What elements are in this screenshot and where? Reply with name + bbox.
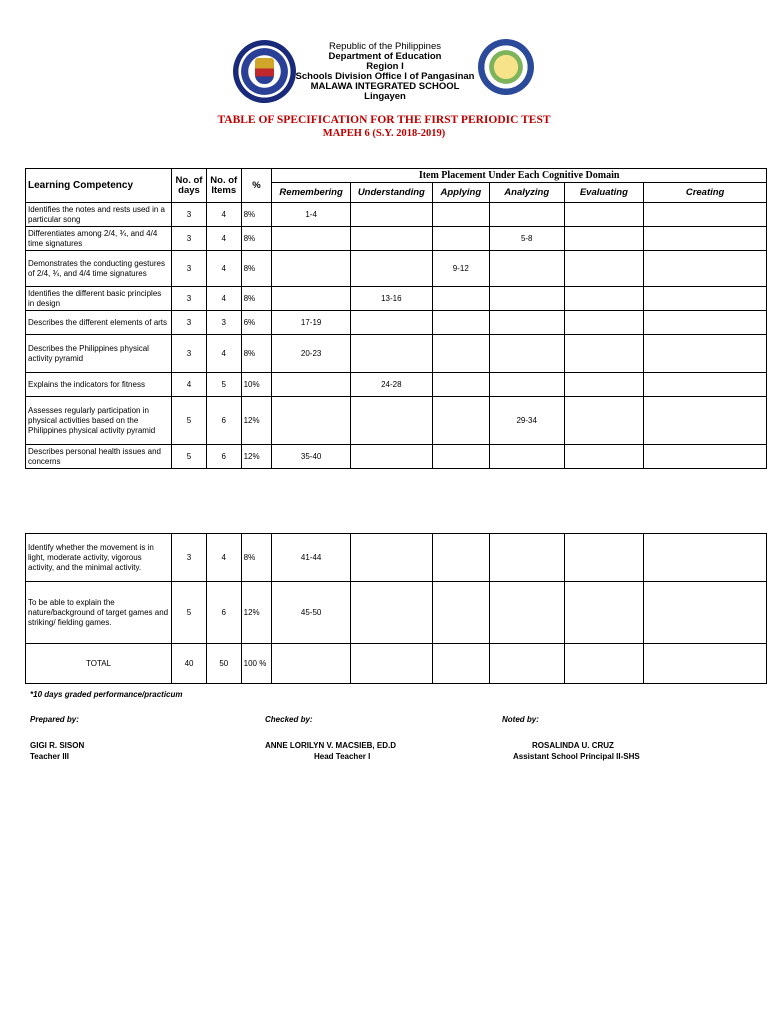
cell-days: 3 <box>172 335 207 373</box>
header-remembering: Remembering <box>272 183 351 203</box>
cell-items: 4 <box>206 534 241 582</box>
cell-remembering: 20-23 <box>272 335 351 373</box>
cell-items: 4 <box>206 203 241 227</box>
cell-percent: 8% <box>241 251 272 287</box>
cell-days: 3 <box>172 227 207 251</box>
cell-evaluating <box>564 203 644 227</box>
table-row <box>26 397 767 445</box>
header-no-of-days: No. of days <box>172 169 207 203</box>
cell-understanding <box>350 335 432 373</box>
cell-competency: Identifies the notes and rests used in a particular song <box>26 203 172 227</box>
header-learning-competency: Learning Competency <box>26 169 172 203</box>
header-creating: Creating <box>644 183 767 203</box>
noted-by-title: Assistant School Principal II-SHS <box>513 752 640 761</box>
document-title: TABLE OF SPECIFICATION FOR THE FIRST PERIODIC TEST <box>217 114 551 126</box>
cell-understanding: 13-16 <box>350 287 432 311</box>
cell-analyzing <box>489 251 564 287</box>
cell-creating <box>644 397 767 445</box>
total-understanding <box>350 644 432 684</box>
cell-items: 4 <box>206 227 241 251</box>
table-row <box>26 203 767 227</box>
specification-table <box>25 168 767 469</box>
cell-evaluating <box>564 397 644 445</box>
cell-remembering: 45-50 <box>272 582 351 644</box>
cell-analyzing <box>489 373 564 397</box>
cell-remembering: 35-40 <box>272 445 351 469</box>
cell-percent: 8% <box>241 335 272 373</box>
cell-remembering: 17-19 <box>272 311 351 335</box>
prepared-by-label: Prepared by: <box>30 715 79 724</box>
document-subtitle: MAPEH 6 (S.Y. 2018-2019) <box>322 128 446 139</box>
table-row <box>26 373 767 397</box>
cell-days: 5 <box>172 445 207 469</box>
cell-understanding <box>350 582 432 644</box>
cell-days: 3 <box>172 251 207 287</box>
total-creating <box>644 644 767 684</box>
cell-evaluating <box>564 445 644 469</box>
cell-competency: Differentiates among 2/4, ¾, and 4/4 time signatures <box>26 227 172 251</box>
cell-percent: 10% <box>241 373 272 397</box>
cell-days: 4 <box>172 373 207 397</box>
cell-days: 3 <box>172 287 207 311</box>
cell-competency: Assesses regularly participation in physical activities based on the Philippines physical activity pyramid <box>26 397 172 445</box>
cell-percent: 6% <box>241 311 272 335</box>
cell-competency: Identifies the different basic principles in design <box>26 287 172 311</box>
total-days: 40 <box>172 644 207 684</box>
cell-understanding <box>350 227 432 251</box>
cell-creating <box>644 203 767 227</box>
cell-items: 5 <box>206 373 241 397</box>
cell-applying <box>432 227 489 251</box>
cell-days: 3 <box>172 203 207 227</box>
cell-items: 6 <box>206 582 241 644</box>
cell-days: 3 <box>172 534 207 582</box>
cell-analyzing: 29-34 <box>489 397 564 445</box>
header-no-of-items: No. of Items <box>206 169 241 203</box>
cell-applying: 9-12 <box>432 251 489 287</box>
cell-percent: 8% <box>241 287 272 311</box>
cell-applying <box>432 203 489 227</box>
cell-understanding <box>350 311 432 335</box>
total-remembering <box>272 644 351 684</box>
cell-creating <box>644 227 767 251</box>
table-row <box>26 227 767 251</box>
checked-by-title: Head Teacher I <box>314 752 371 761</box>
cell-days: 5 <box>172 582 207 644</box>
total-label: TOTAL <box>26 644 172 684</box>
cell-creating <box>644 445 767 469</box>
table-row <box>26 335 767 373</box>
total-analyzing <box>489 644 564 684</box>
cell-remembering <box>272 251 351 287</box>
noted-by-name: ROSALINDA U. CRUZ <box>532 741 614 750</box>
header-region: Region I <box>366 61 404 72</box>
checked-by-label: Checked by: <box>265 715 313 724</box>
cell-items: 4 <box>206 251 241 287</box>
cell-remembering: 1-4 <box>272 203 351 227</box>
cell-days: 3 <box>172 311 207 335</box>
total-items: 50 <box>206 644 241 684</box>
cell-applying <box>432 335 489 373</box>
cell-items: 4 <box>206 335 241 373</box>
header-republic: Republic of the Philippines <box>329 41 441 52</box>
cell-evaluating <box>564 373 644 397</box>
noted-by-label: Noted by: <box>502 715 539 724</box>
cell-items: 3 <box>206 311 241 335</box>
header-applying: Applying <box>432 183 489 203</box>
cell-creating <box>644 373 767 397</box>
table-row <box>26 445 767 469</box>
cell-remembering: 41-44 <box>272 534 351 582</box>
cell-competency: Identify whether the movement is in light, moderate activity, vigorous activity, and the minimal activity. <box>26 534 172 582</box>
cell-understanding <box>350 445 432 469</box>
cell-evaluating <box>564 582 644 644</box>
header-division: Schools Division Office I of Pangasinan <box>295 71 475 82</box>
cell-items: 4 <box>206 287 241 311</box>
cell-creating <box>644 582 767 644</box>
cell-percent: 12% <box>241 582 272 644</box>
cell-days: 5 <box>172 397 207 445</box>
total-evaluating <box>564 644 644 684</box>
cell-items: 6 <box>206 397 241 445</box>
cell-understanding <box>350 251 432 287</box>
header-school: MALAWA INTEGRATED SCHOOL <box>310 81 460 92</box>
checked-by-name: ANNE LORILYN V. MACSIEB, ED.D <box>265 741 396 750</box>
total-applying <box>432 644 489 684</box>
header-percent: % <box>241 169 272 203</box>
cell-percent: 12% <box>241 445 272 469</box>
header-department: Department of Education <box>328 51 442 62</box>
cell-percent: 8% <box>241 203 272 227</box>
cell-evaluating <box>564 311 644 335</box>
cell-evaluating <box>564 335 644 373</box>
header-item-placement: Item Placement Under Each Cognitive Domain <box>272 169 767 183</box>
cell-creating <box>644 251 767 287</box>
footnote: *10 days graded performance/practicum <box>30 690 183 699</box>
total-percent: 100 % <box>241 644 272 684</box>
cell-understanding: 24-28 <box>350 373 432 397</box>
cell-applying <box>432 582 489 644</box>
cell-remembering <box>272 287 351 311</box>
cell-understanding <box>350 203 432 227</box>
cell-applying <box>432 311 489 335</box>
cell-analyzing <box>489 203 564 227</box>
cell-competency: Explains the indicators for fitness <box>26 373 172 397</box>
header-evaluating: Evaluating <box>564 183 644 203</box>
cell-remembering <box>272 397 351 445</box>
prepared-by-name: GIGI R. SISON <box>30 741 85 750</box>
cell-creating <box>644 287 767 311</box>
cell-applying <box>432 445 489 469</box>
cell-creating <box>644 311 767 335</box>
cell-applying <box>432 397 489 445</box>
cell-evaluating <box>564 534 644 582</box>
cell-analyzing <box>489 335 564 373</box>
cell-items: 6 <box>206 445 241 469</box>
cell-remembering <box>272 373 351 397</box>
cell-percent: 8% <box>241 534 272 582</box>
table-row <box>26 582 767 644</box>
table-row <box>26 311 767 335</box>
cell-competency: To be able to explain the nature/background of target games and striking/ fielding games. <box>26 582 172 644</box>
specification-table-continued <box>25 533 767 684</box>
cell-competency: Describes personal health issues and concerns <box>26 445 172 469</box>
cell-percent: 8% <box>241 227 272 251</box>
cell-applying <box>432 534 489 582</box>
cell-percent: 12% <box>241 397 272 445</box>
total-row <box>26 644 767 684</box>
header-town: Lingayen <box>364 91 406 102</box>
cell-analyzing <box>489 445 564 469</box>
cell-creating <box>644 534 767 582</box>
cell-understanding <box>350 534 432 582</box>
cell-creating <box>644 335 767 373</box>
cell-evaluating <box>564 287 644 311</box>
cell-analyzing <box>489 582 564 644</box>
cell-competency: Describes the Philippines physical activity pyramid <box>26 335 172 373</box>
table-row <box>26 287 767 311</box>
prepared-by-title: Teacher III <box>30 752 69 761</box>
cell-evaluating <box>564 227 644 251</box>
table-row <box>26 251 767 287</box>
table-row <box>26 534 767 582</box>
cell-analyzing <box>489 287 564 311</box>
cell-analyzing <box>489 311 564 335</box>
cell-understanding <box>350 397 432 445</box>
cell-analyzing <box>489 534 564 582</box>
cell-remembering <box>272 227 351 251</box>
cell-applying <box>432 287 489 311</box>
header-analyzing: Analyzing <box>489 183 564 203</box>
cell-competency: Demonstrates the conducting gestures of 2/4, ¾, and 4/4 time signatures <box>26 251 172 287</box>
cell-competency: Describes the different elements of arts <box>26 311 172 335</box>
header-understanding: Understanding <box>350 183 432 203</box>
cell-evaluating <box>564 251 644 287</box>
cell-analyzing: 5-8 <box>489 227 564 251</box>
cell-applying <box>432 373 489 397</box>
